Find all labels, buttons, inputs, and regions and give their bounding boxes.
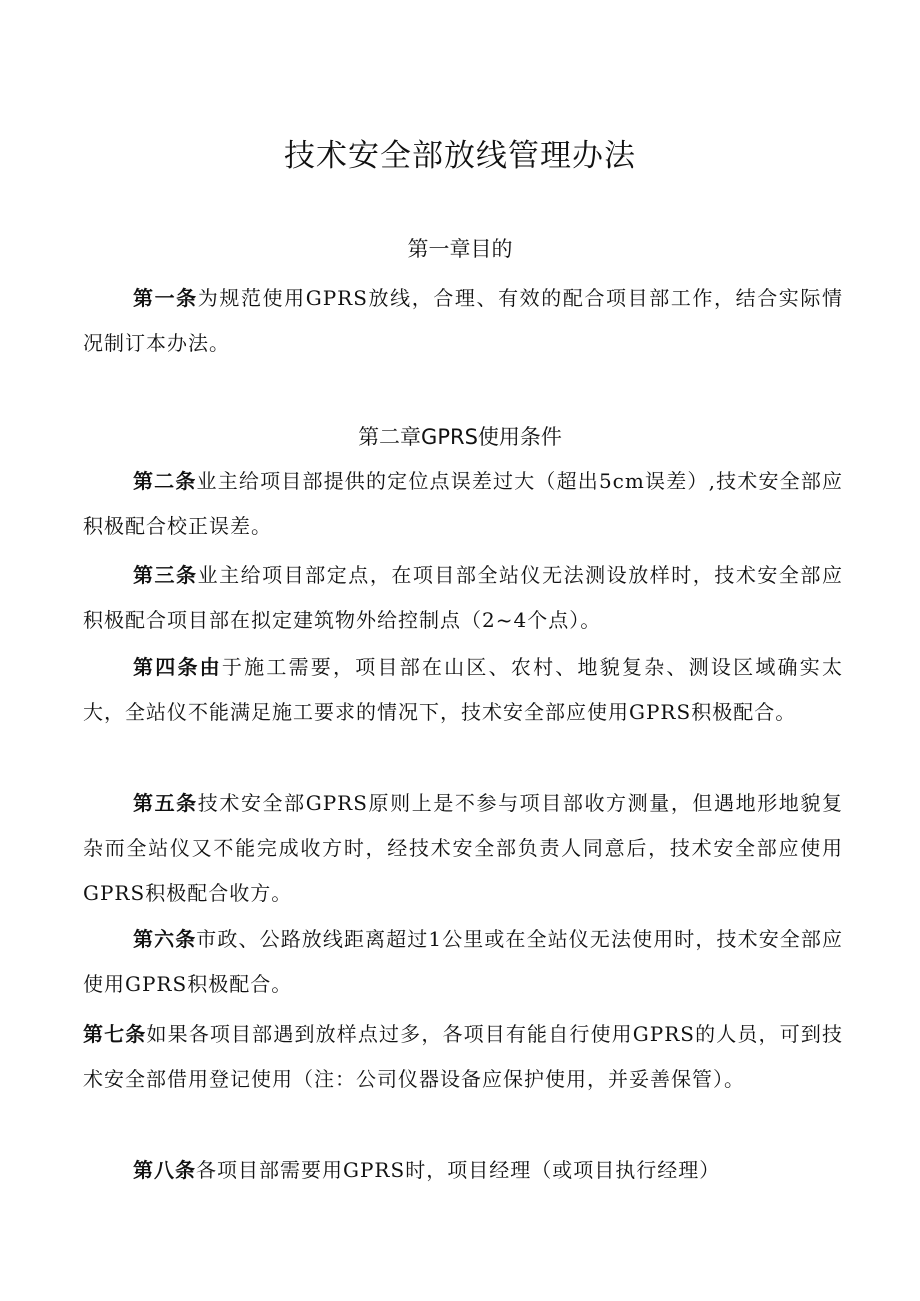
chapter-heading-1: 第一章目的 xyxy=(407,237,513,261)
article-8 xyxy=(83,1148,843,1193)
article-label: 第四条由 xyxy=(133,655,222,679)
document-title: 技术安全部放线管理办法 xyxy=(284,138,636,174)
article-5 xyxy=(83,781,843,916)
article-label: 第三条 xyxy=(133,563,198,587)
article-label: 第五条 xyxy=(133,791,198,815)
article-text: 业主给项目部提供的定位点误差过大（超出5cm误差）,技术安全部应积极配合校正误差。 xyxy=(83,469,844,538)
article-4 xyxy=(83,645,843,735)
article-text: 如果各项目部遇到放样点过多，各项目有能自行使用GPRS的人员，可到技术安全部借用登记使用（注：公司仪器设备应保护使用，并妥善保管）。 xyxy=(83,1022,843,1091)
article-1 xyxy=(83,276,843,366)
article-text: 市政、公路放线距离超过1公里或在全站仪无法使用时，技术安全部应使用GPRS积极配合。 xyxy=(83,927,843,996)
article-label: 第二条 xyxy=(133,469,197,493)
article-text: 各项目部需要用GPRS时，项目经理（或项目执行经理） xyxy=(196,1158,721,1182)
article-7 xyxy=(83,1012,843,1102)
article-text: 技术安全部GPRS原则上是不参与项目部收方测量，但遇地形地貌复杂而全站仪又不能完成收方时，经技术安全部负责人同意后，技术安全部应使用GPRS积极配合收方。 xyxy=(83,791,843,905)
article-label: 第七条 xyxy=(83,1022,147,1046)
article-6 xyxy=(83,917,843,1007)
article-text: 于施工需要，项目部在山区、农村、地貌复杂、测设区域确实太大，全站仪不能满足施工要求的情况下，技术安全部应使用GPRS积极配合。 xyxy=(83,655,844,724)
article-2 xyxy=(83,459,843,549)
article-label: 第六条 xyxy=(133,927,197,951)
article-3 xyxy=(83,553,843,643)
chapter-heading-2: 第二章GPRS使用条件 xyxy=(358,425,562,449)
article-label: 第一条 xyxy=(133,286,198,310)
article-text: 业主给项目部定点，在项目部全站仪无法测设放样时，技术安全部应积极配合项目部在拟定建筑物外给控制点（2~4个点）。 xyxy=(83,563,843,632)
article-text: 为规范使用GPRS放线，合理、有效的配合项目部工作，结合实际情况制订本办法。 xyxy=(83,286,843,355)
article-label: 第八条 xyxy=(133,1158,196,1182)
